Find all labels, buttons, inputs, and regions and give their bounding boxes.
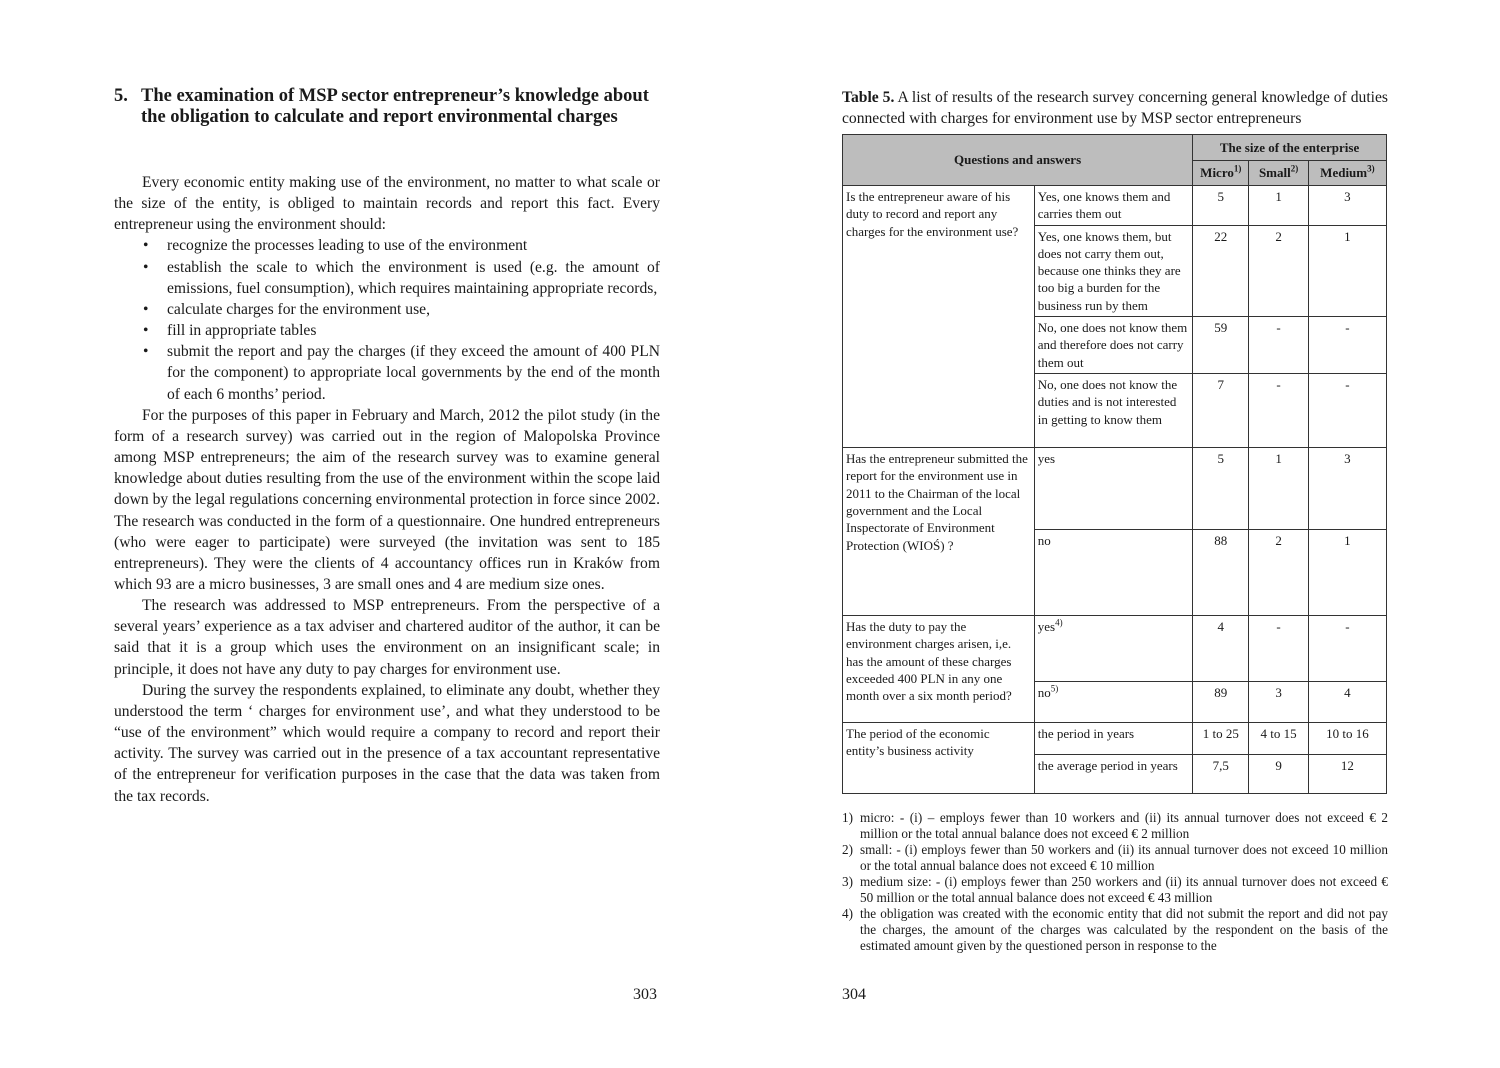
small-cell: 9 [1249, 755, 1308, 794]
small-cell: - [1249, 616, 1308, 682]
medium-cell: 1 [1308, 225, 1386, 316]
bullet-marker: • [143, 343, 149, 361]
bullet-text: submit the report and pay the charges (if they exceed the amount of 400 PLN for the component) to appropriate local governments by the end of the month of each 6 months’ period. [167, 343, 660, 403]
table-caption [842, 87, 1388, 129]
header-small: Small$^{2)}$ [1249, 160, 1308, 186]
bullet-item [114, 235, 660, 256]
body-paragraph: For the purposes of this paper in February and March, 2012 the pilot study (in the form of a research survey) was carried out in the region of Malopolska Province among MSP entrepreneurs; the aim of the research survey was to examine general knowledge about duties resulting from the use of the environment within the scope laid down by the legal regulations concerning environmental protection in force since 2002. The research was conducted in the form of a questionnaire. One hundred entrepreneurs (who were eager to participate) were surveyed (the invitation was sent to 185 entrepreneurs). They were the clients of 4 accountancy offices run in Kraków from which 93 are a micro businesses, 3 are small ones and 4 are medium size ones. [114, 406, 660, 593]
question-cell: The period of the economic entity’s business activity [843, 723, 1035, 794]
small-cell: 3 [1249, 682, 1308, 723]
footnote-text: medium size: - (i) employs fewer than 250 workers and (ii) its annual turnover does not exceed € 50 million or the total annual balance does not exceed € 43 million [860, 874, 1388, 905]
footnote-text: the obligation was created with the economic entity that did not submit the report and did not pay the charges, the amount of the charges was calculated by the respondent on the basis of the estimated amount given by the questioned person in response to the [860, 906, 1388, 953]
footnote-text: small: - (i) employs fewer than 50 workers and (ii) its annual turnover does not exceed 10 million or the total annual balance does not exceed € 10 million [860, 842, 1388, 873]
micro-cell: 89 [1193, 682, 1249, 723]
survey-results-table [842, 134, 1387, 794]
answer-cell: yes [1034, 448, 1192, 530]
bullet-text: fill in appropriate tables [167, 322, 317, 340]
answer-cell: yes$^{4)}$ [1034, 616, 1192, 682]
question-cell: Has the duty to pay the environment charges arisen, i,e. has the amount of these charges exceeded 400 PLN in any one month over a six month period? [843, 616, 1035, 723]
bullet-item [114, 257, 660, 299]
bullet-text: establish the scale to which the environment is used (e.g. the amount of emissions, fuel consumption), which requires maintaining appropriate records, [167, 258, 660, 297]
medium-cell: - [1308, 374, 1386, 448]
page-number-right: 304 [842, 986, 866, 1003]
medium-cell: 3 [1308, 448, 1386, 530]
small-cell: - [1249, 317, 1308, 374]
footnote [842, 874, 1388, 906]
small-cell: 2 [1249, 530, 1308, 616]
micro-cell: 1 to 25 [1193, 723, 1249, 755]
medium-cell: 12 [1308, 755, 1386, 794]
micro-cell: 88 [1193, 530, 1249, 616]
header-micro: Micro$^{1)}$ [1193, 160, 1249, 186]
question-cell: Has the entrepreneur submitted the report for the environment use in 2011 to the Chairman of the local government and the Local Inspectorate of Environment Protection (WIOŚ) ? [843, 448, 1035, 616]
bullet-text: recognize the processes leading to use of the environment [167, 237, 528, 255]
medium-cell: 3 [1308, 186, 1386, 226]
bullet-text: calculate charges for the environment use, [167, 300, 430, 318]
table-header-row [843, 135, 1387, 161]
small-cell: 4 to 15 [1249, 723, 1308, 755]
section-heading [114, 86, 662, 128]
page-number-left: 303 [633, 986, 657, 1003]
header-enterprise-size: The size of the enterprise [1193, 135, 1387, 161]
micro-cell: 4 [1193, 616, 1249, 682]
micro-cell: 59 [1193, 317, 1249, 374]
bullet-item [114, 299, 660, 320]
medium-cell: - [1308, 317, 1386, 374]
small-cell: 1 [1249, 448, 1308, 530]
footnote-number: 4) [842, 906, 853, 921]
footnote-number: 2) [842, 842, 853, 857]
body-paragraph: During the survey the respondents explained, to eliminate any doubt, whether they understood the term ‘ charges for environment use’, and what they understood to be “use of the environment” which would require a company to record and report their activity. The survey was carried out in the presence of a tax accountant representative of the entrepreneur for verification purposes in the case that the data was taken from the tax records. [114, 681, 660, 805]
body-text [114, 172, 660, 807]
footnote [842, 906, 1388, 954]
bullet-item [114, 341, 660, 404]
answer-cell: No, one does not know them and therefore does not carry them out [1034, 317, 1192, 374]
body-paragraph: The research was addressed to MSP entrepreneurs. From the perspective of a several years’ experience as a tax adviser and chartered auditor of the author, it can be said that it is a group which uses the environment on an insignificant scale; in principle, it does not have any duty to pay charges for environment use. [114, 597, 660, 678]
bullet-marker: • [143, 237, 149, 255]
table-row [843, 616, 1387, 682]
bullet-marker: • [143, 258, 149, 276]
footnote [842, 810, 1388, 842]
medium-cell: 10 to 16 [1308, 723, 1386, 755]
table-caption-label: Table 5. [842, 89, 895, 106]
table-row [843, 448, 1387, 530]
question-cell: Is the entrepreneur aware of his duty to record and report any charges for the environment use? [843, 186, 1035, 448]
micro-cell: 5 [1193, 186, 1249, 226]
table-caption-text: A list of results of the research survey concerning general knowledge of duties connected with charges for environment use by MSP sector entrepreneurs [842, 89, 1388, 127]
bullet-marker: • [143, 322, 149, 340]
micro-cell: 5 [1193, 448, 1249, 530]
answer-cell: No, one does not know the duties and is not interested in getting to know them [1034, 374, 1192, 448]
micro-cell: 7,5 [1193, 755, 1249, 794]
bullet-marker: • [143, 300, 149, 318]
table-row [843, 186, 1387, 226]
header-medium: Medium$^{3)}$ [1308, 160, 1386, 186]
answer-cell: Yes, one knows them, but does not carry them out, because one thinks they are too big a burden for the business run by them [1034, 225, 1192, 316]
answer-cell: Yes, one knows them and carries them out [1034, 186, 1192, 226]
small-cell: 2 [1249, 225, 1308, 316]
header-questions-and-answers: Questions and answers [843, 135, 1193, 186]
answer-cell: the period in years [1034, 723, 1192, 755]
footnote-number: 1) [842, 810, 853, 825]
section-number: 5. [114, 86, 128, 106]
table-row [843, 723, 1387, 755]
answer-cell: no [1034, 530, 1192, 616]
medium-cell: - [1308, 616, 1386, 682]
bullet-list [114, 235, 660, 404]
footnote-text: micro: - (i) – employs fewer than 10 workers and (ii) its annual turnover does not exceed € 2 million or the total annual balance does not exceed € 2 million [860, 810, 1388, 841]
answer-cell: the average period in years [1034, 755, 1192, 794]
small-cell: 1 [1249, 186, 1308, 226]
micro-cell: 22 [1193, 225, 1249, 316]
intro-paragraph: Every economic entity making use of the environment, no matter to what scale or the size of the entity, is obliged to maintain records and report this fact. Every entrepreneur using the environment should: [114, 174, 660, 234]
medium-cell: 1 [1308, 530, 1386, 616]
footnote-number: 3) [842, 874, 853, 889]
footnote [842, 842, 1388, 874]
small-cell: - [1249, 374, 1308, 448]
bullet-item [114, 320, 660, 341]
right-page [750, 0, 1500, 1068]
footnotes [842, 810, 1388, 954]
answer-cell: $no^{5)}$ [1034, 682, 1192, 723]
medium-cell: 4 [1308, 682, 1386, 723]
micro-cell: 7 [1193, 374, 1249, 448]
section-title: The examination of MSP sector entrepreneur’s knowledge about the obligation to calculate and report environmental charges [141, 86, 649, 127]
